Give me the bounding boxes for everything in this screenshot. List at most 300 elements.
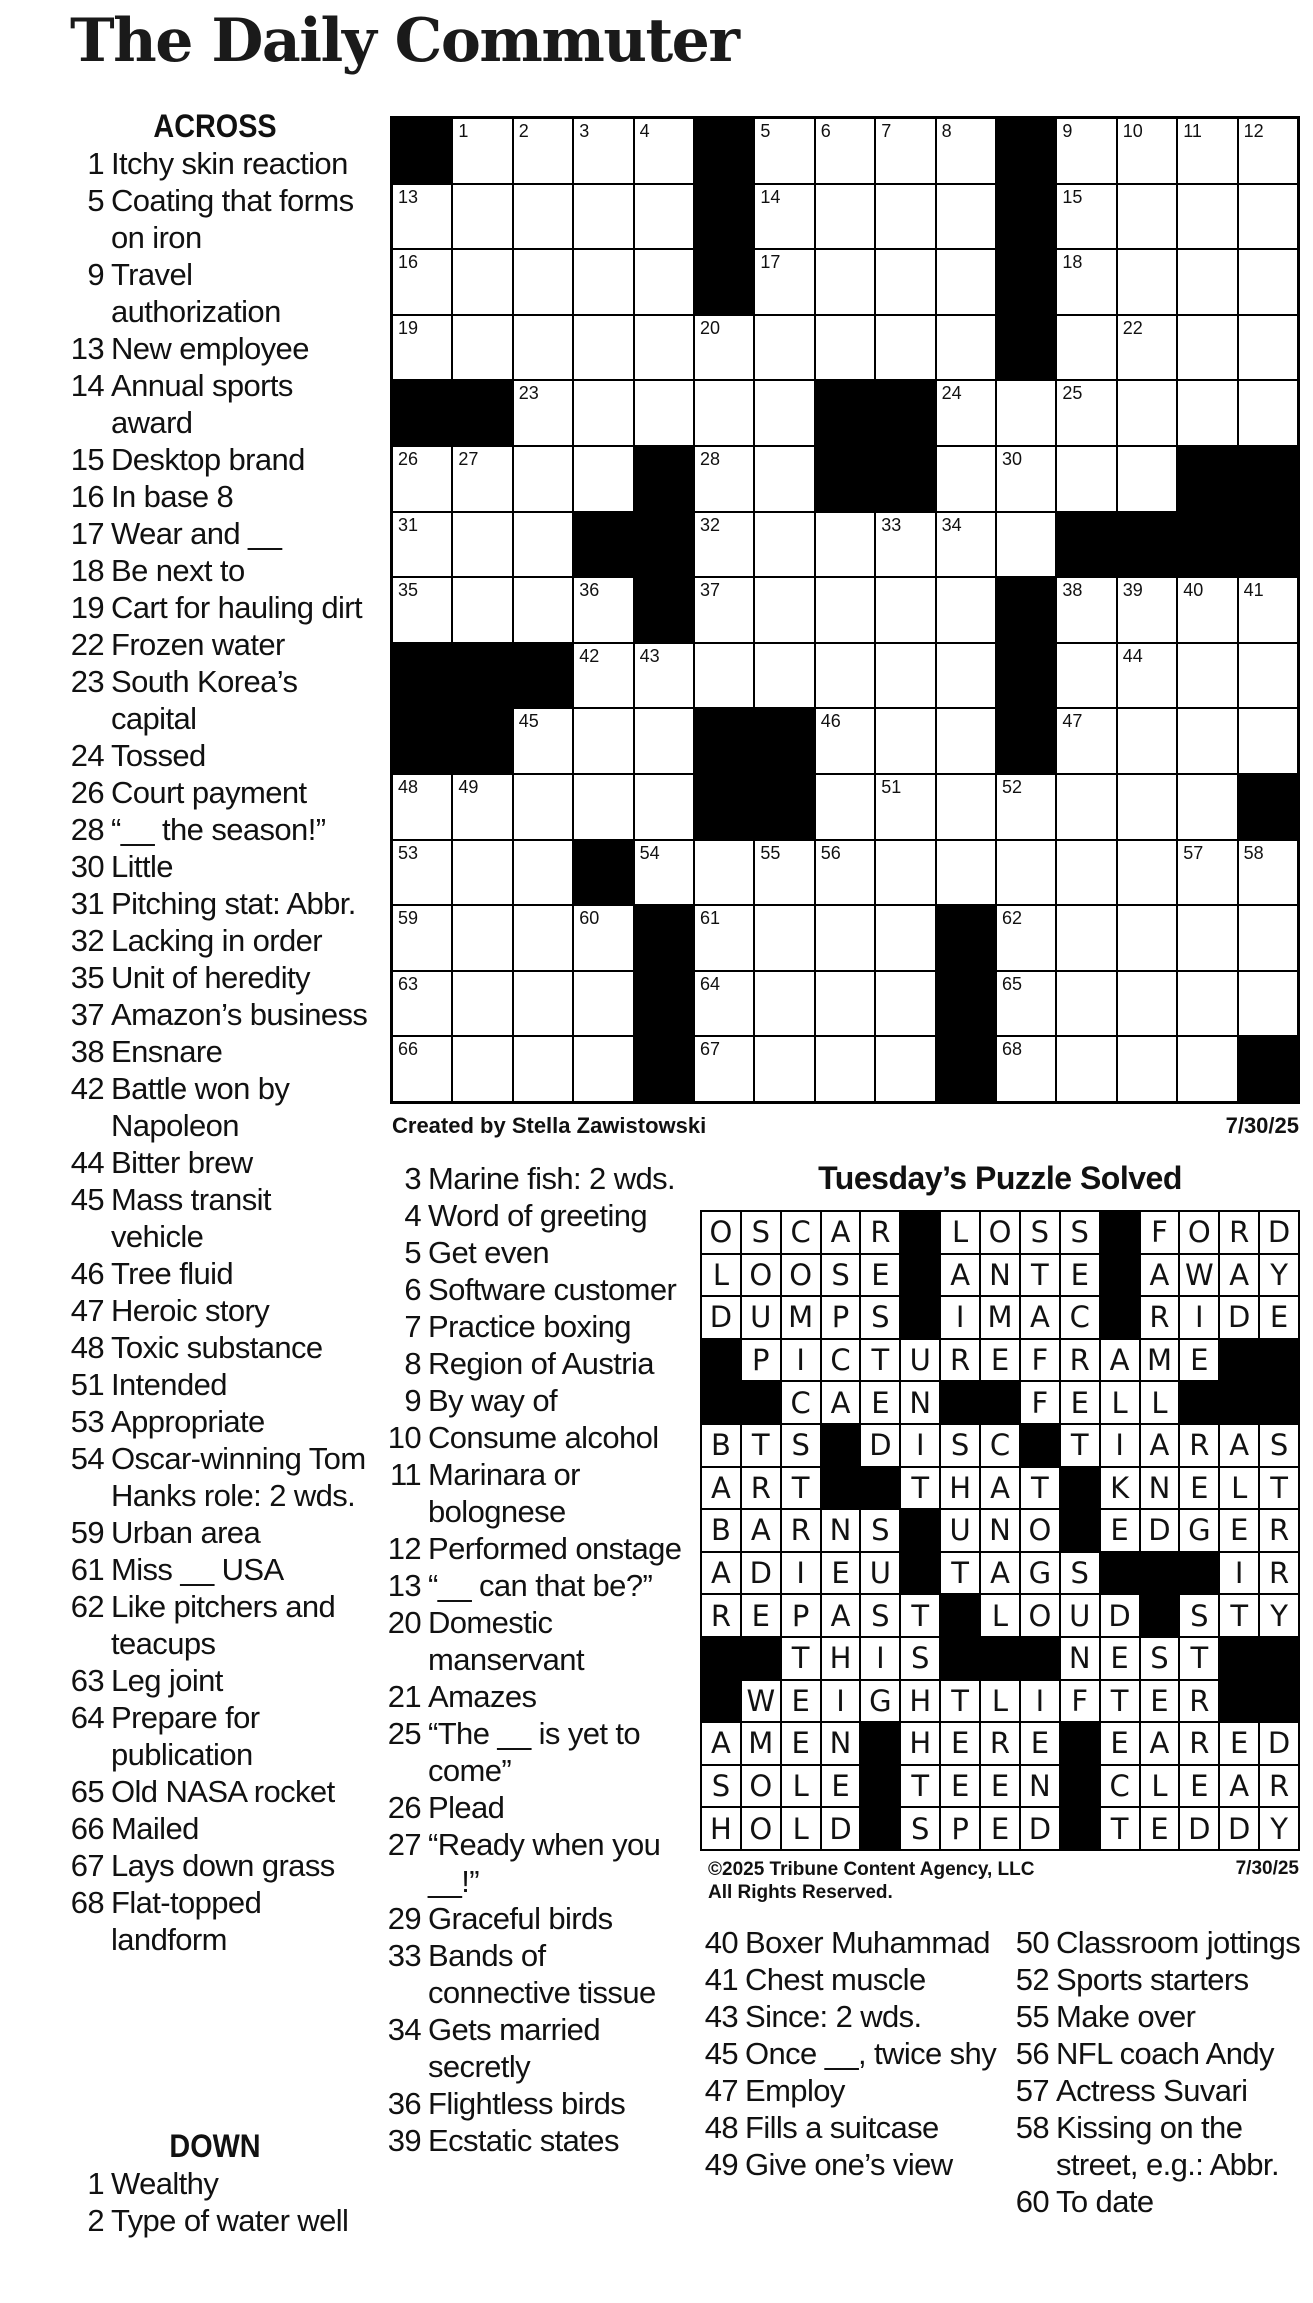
grid-cell[interactable] [1239, 185, 1297, 249]
grid-cell[interactable] [1178, 578, 1236, 642]
clue-text: Actress Suvari [1056, 2073, 1248, 2108]
grid-cell[interactable] [1118, 316, 1176, 380]
grid-cell[interactable] [755, 381, 813, 445]
clue-number: 26 [387, 1790, 421, 1825]
grid-cell[interactable] [997, 906, 1055, 970]
grid-cell[interactable] [1057, 316, 1115, 380]
grid-cell[interactable] [453, 775, 511, 839]
grid-block [876, 447, 934, 511]
grid-cell[interactable] [1057, 381, 1115, 445]
grid-block [997, 709, 1055, 773]
grid-cell[interactable] [574, 250, 632, 314]
clue-text: Tree fluid [111, 1256, 234, 1291]
grid-cell[interactable] [937, 513, 995, 577]
cell-number: 12 [1243, 121, 1264, 141]
clue-item [60, 1144, 370, 1181]
grid-cell[interactable] [1118, 972, 1176, 1036]
solution-letter: C [782, 1212, 820, 1253]
grid-cell[interactable] [695, 644, 753, 708]
clue-item [694, 2035, 1000, 2072]
solution-letter: C [981, 1425, 1019, 1466]
solution-letter: B [702, 1425, 740, 1466]
solution-block [901, 1212, 939, 1253]
grid-cell[interactable] [1178, 119, 1236, 183]
clue-text: Marine fish: 2 wds. [428, 1161, 676, 1196]
solution-letter: L [1101, 1382, 1139, 1423]
grid-cell[interactable] [1057, 709, 1115, 773]
clue-number: 67 [70, 1848, 104, 1883]
grid-cell[interactable] [1178, 185, 1236, 249]
clue-text: Amazes [428, 1679, 537, 1714]
cell-number: 41 [1243, 580, 1264, 601]
grid-cell[interactable] [514, 775, 572, 839]
grid-cell[interactable] [816, 1037, 874, 1101]
grid-cell[interactable] [1118, 644, 1176, 708]
grid-cell[interactable] [876, 972, 934, 1036]
clue-text: “__ can that be?” [428, 1568, 653, 1603]
grid-cell[interactable] [514, 972, 572, 1036]
grid-cell[interactable] [816, 513, 874, 577]
solution-letter: T [1180, 1638, 1218, 1679]
solution-letter: T [901, 1766, 939, 1807]
solution-letter: E [1061, 1382, 1099, 1423]
grid-cell[interactable] [816, 185, 874, 249]
grid-cell[interactable] [876, 316, 934, 380]
grid-cell[interactable] [635, 709, 693, 773]
grid-cell[interactable] [1118, 1037, 1176, 1101]
clue-text: Amazon’s business [111, 997, 368, 1032]
grid-cell[interactable] [1178, 972, 1236, 1036]
solution-block [941, 1382, 979, 1423]
solution-block [1061, 1468, 1099, 1509]
grid-cell[interactable] [695, 972, 753, 1036]
masthead-title: The Daily Commuter [70, 6, 739, 76]
grid-cell[interactable] [514, 841, 572, 905]
grid-cell[interactable] [393, 775, 451, 839]
grid-cell[interactable] [453, 316, 511, 380]
grid-cell[interactable] [1178, 381, 1236, 445]
grid-cell[interactable] [453, 119, 511, 183]
grid-cell[interactable] [876, 709, 934, 773]
grid-cell[interactable] [393, 578, 451, 642]
grid-cell[interactable] [876, 513, 934, 577]
grid-cell[interactable] [1239, 250, 1297, 314]
cell-number: 15 [1062, 186, 1083, 207]
solution-letter: P [822, 1297, 860, 1338]
grid-cell[interactable] [1178, 1037, 1236, 1101]
grid-cell[interactable] [635, 841, 693, 905]
grid-cell[interactable] [695, 906, 753, 970]
grid-cell[interactable] [453, 447, 511, 511]
grid-cell[interactable] [997, 513, 1055, 577]
grid-cell[interactable] [393, 250, 451, 314]
grid-cell[interactable] [816, 316, 874, 380]
grid-cell[interactable] [1178, 644, 1236, 708]
clue-number: 29 [387, 1901, 421, 1936]
solution-letter: I [1180, 1297, 1218, 1338]
grid-cell[interactable] [1239, 906, 1297, 970]
cell-number: 4 [639, 121, 650, 141]
solution-letter: E [1220, 1510, 1258, 1551]
grid-cell[interactable] [1239, 644, 1297, 708]
grid-cell[interactable] [1239, 972, 1297, 1036]
solution-letter: I [782, 1340, 820, 1381]
clue-text: In base 8 [111, 479, 234, 514]
clue-text: Consume alcohol [428, 1420, 659, 1455]
grid-cell[interactable] [514, 447, 572, 511]
solution-letter: A [702, 1553, 740, 1594]
grid-cell[interactable] [514, 578, 572, 642]
grid-cell[interactable] [876, 119, 934, 183]
grid-block [514, 644, 572, 708]
clue-number: 68 [70, 1885, 104, 1920]
grid-cell[interactable] [1178, 709, 1236, 773]
solution-letter: L [702, 1255, 740, 1296]
grid-cell[interactable] [755, 841, 813, 905]
grid-cell[interactable] [393, 447, 451, 511]
grid-cell[interactable] [1178, 775, 1236, 839]
grid-cell[interactable] [635, 185, 693, 249]
solution-letter: Y [1260, 1255, 1298, 1296]
solution-letter: I [901, 1425, 939, 1466]
grid-cell[interactable] [1118, 709, 1176, 773]
grid-cell[interactable] [937, 775, 995, 839]
grid-cell[interactable] [1057, 447, 1115, 511]
grid-block [393, 709, 451, 773]
grid-cell[interactable] [1118, 578, 1176, 642]
clue-item [694, 2072, 1000, 2109]
clue-text: South Korea’s capital [111, 664, 298, 736]
grid-cell[interactable] [574, 578, 632, 642]
clue-number: 37 [70, 997, 104, 1032]
grid-cell[interactable] [514, 709, 572, 773]
clue-text: Miss __ USA [111, 1552, 284, 1587]
grid-cell[interactable] [937, 185, 995, 249]
grid-cell[interactable] [393, 1037, 451, 1101]
solution-letter: W [1180, 1255, 1218, 1296]
grid-cell[interactable] [393, 185, 451, 249]
grid-cell[interactable] [1239, 841, 1297, 905]
grid-cell[interactable] [876, 775, 934, 839]
clue-item [377, 1789, 682, 1826]
solution-letter: S [742, 1212, 780, 1253]
grid-cell[interactable] [816, 578, 874, 642]
grid-cell[interactable] [574, 709, 632, 773]
grid-cell[interactable] [695, 447, 753, 511]
grid-cell[interactable] [393, 906, 451, 970]
grid-block [574, 513, 632, 577]
grid-cell[interactable] [1118, 250, 1176, 314]
grid-cell[interactable] [695, 316, 753, 380]
solution-letter: A [981, 1468, 1019, 1509]
grid-cell[interactable] [514, 1037, 572, 1101]
grid-cell[interactable] [1118, 447, 1176, 511]
grid-cell[interactable] [1118, 381, 1176, 445]
grid-cell[interactable] [1239, 119, 1297, 183]
solution-letter: L [1141, 1766, 1179, 1807]
grid-cell[interactable] [755, 250, 813, 314]
clue-item [377, 1382, 682, 1419]
grid-cell[interactable] [816, 709, 874, 773]
clue-number: 34 [387, 2012, 421, 2047]
grid-cell[interactable] [574, 1037, 632, 1101]
grid-cell[interactable] [1057, 906, 1115, 970]
grid-cell[interactable] [876, 250, 934, 314]
clue-text: Like pitchers and teacups [111, 1589, 336, 1661]
grid-cell[interactable] [997, 447, 1055, 511]
solution-letter: H [702, 1808, 740, 1849]
cell-number: 39 [1122, 580, 1143, 601]
grid-cell[interactable] [1118, 119, 1176, 183]
solution-block [1260, 1340, 1298, 1381]
grid-cell[interactable] [755, 447, 813, 511]
solution-block [1061, 1766, 1099, 1807]
solution-block [1180, 1553, 1218, 1594]
grid-block [635, 513, 693, 577]
grid-cell[interactable] [937, 381, 995, 445]
grid-cell[interactable] [755, 513, 813, 577]
grid-cell[interactable] [755, 972, 813, 1036]
clue-number: 40 [704, 1925, 738, 1960]
grid-cell[interactable] [695, 513, 753, 577]
solution-letter: D [1220, 1808, 1258, 1849]
clue-text: Prepare for publication [111, 1700, 260, 1772]
grid-cell[interactable] [574, 447, 632, 511]
grid-cell[interactable] [1118, 841, 1176, 905]
grid-cell[interactable] [876, 841, 934, 905]
solution-letter: U [742, 1297, 780, 1338]
cell-number: 26 [398, 448, 419, 469]
clue-text: NFL coach Andy [1056, 2036, 1274, 2071]
grid-cell[interactable] [453, 250, 511, 314]
clue-text: Graceful birds [428, 1901, 613, 1936]
grid-cell[interactable] [816, 972, 874, 1036]
grid-cell[interactable] [1178, 316, 1236, 380]
grid-cell[interactable] [695, 381, 753, 445]
grid-cell[interactable] [876, 644, 934, 708]
clue-item [1005, 2109, 1310, 2183]
grid-cell[interactable] [755, 119, 813, 183]
clue-text: Ecstatic states [428, 2123, 619, 2158]
grid-cell[interactable] [453, 906, 511, 970]
solution-letter: E [782, 1723, 820, 1764]
grid-cell[interactable] [1239, 316, 1297, 380]
grid-cell[interactable] [937, 578, 995, 642]
clue-item [60, 1292, 370, 1329]
grid-cell[interactable] [997, 972, 1055, 1036]
grid-cell[interactable] [514, 119, 572, 183]
solution-letter: T [941, 1553, 979, 1594]
clue-number: 39 [387, 2123, 421, 2158]
grid-cell[interactable] [1178, 906, 1236, 970]
grid-cell[interactable] [876, 185, 934, 249]
clue-number: 54 [70, 1441, 104, 1476]
grid-cell[interactable] [695, 841, 753, 905]
clue-number: 2 [87, 2203, 104, 2238]
solution-letter: T [1101, 1808, 1139, 1849]
clue-number: 50 [1015, 1925, 1049, 1960]
grid-cell[interactable] [1057, 644, 1115, 708]
solution-block [981, 1382, 1019, 1423]
grid-cell[interactable] [514, 316, 572, 380]
grid-cell[interactable] [1057, 578, 1115, 642]
grid-cell[interactable] [876, 578, 934, 642]
clue-item [377, 1419, 682, 1456]
grid-cell[interactable] [635, 316, 693, 380]
grid-cell[interactable] [1057, 841, 1115, 905]
solution-letter: N [901, 1382, 939, 1423]
grid-cell[interactable] [876, 906, 934, 970]
clue-item [60, 145, 370, 182]
clue-item [60, 441, 370, 478]
grid-cell[interactable] [453, 841, 511, 905]
clue-number: 16 [70, 479, 104, 514]
grid-cell[interactable] [937, 709, 995, 773]
solution-letter: R [941, 1340, 979, 1381]
clue-item [60, 552, 370, 589]
grid-cell[interactable] [937, 447, 995, 511]
grid-cell[interactable] [1239, 709, 1297, 773]
grid-cell[interactable] [1057, 775, 1115, 839]
solution-letter: R [742, 1468, 780, 1509]
grid-cell[interactable] [514, 185, 572, 249]
grid-cell[interactable] [1057, 972, 1115, 1036]
grid-cell[interactable] [816, 841, 874, 905]
grid-cell[interactable] [453, 513, 511, 577]
grid-cell[interactable] [1118, 185, 1176, 249]
grid-cell[interactable] [937, 644, 995, 708]
grid-cell[interactable] [393, 513, 451, 577]
crossword-grid[interactable] [390, 116, 1300, 1104]
grid-cell[interactable] [1178, 250, 1236, 314]
clue-item [377, 1530, 682, 1567]
solution-block [1061, 1510, 1099, 1551]
cell-number: 57 [1183, 842, 1204, 863]
solution-letter: I [861, 1638, 899, 1679]
grid-cell[interactable] [453, 1037, 511, 1101]
solution-letter: S [1141, 1638, 1179, 1679]
clue-item [60, 663, 370, 737]
grid-cell[interactable] [635, 644, 693, 708]
solution-letter: S [861, 1510, 899, 1551]
grid-cell[interactable] [937, 119, 995, 183]
grid-cell[interactable] [635, 119, 693, 183]
clue-number: 35 [70, 960, 104, 995]
clue-text: “Ready when you __!” [428, 1827, 661, 1899]
grid-cell[interactable] [635, 381, 693, 445]
cell-number: 24 [941, 383, 962, 404]
clue-text: Mass transit vehicle [111, 1182, 271, 1254]
grid-cell[interactable] [816, 119, 874, 183]
solution-letter: L [782, 1808, 820, 1849]
grid-cell[interactable] [937, 841, 995, 905]
grid-cell[interactable] [937, 250, 995, 314]
grid-cell[interactable] [755, 185, 813, 249]
grid-cell[interactable] [937, 316, 995, 380]
grid-cell[interactable] [514, 513, 572, 577]
grid-cell[interactable] [997, 775, 1055, 839]
grid-cell[interactable] [514, 250, 572, 314]
cell-number: 20 [700, 317, 721, 338]
grid-cell[interactable] [1057, 1037, 1115, 1101]
grid-cell[interactable] [997, 381, 1055, 445]
grid-cell[interactable] [453, 185, 511, 249]
solution-block [822, 1425, 860, 1466]
cell-number: 49 [458, 776, 479, 797]
grid-cell[interactable] [514, 906, 572, 970]
grid-cell[interactable] [1057, 185, 1115, 249]
grid-cell[interactable] [574, 381, 632, 445]
grid-cell[interactable] [574, 185, 632, 249]
grid-cell[interactable] [574, 119, 632, 183]
grid-cell[interactable] [816, 644, 874, 708]
grid-cell[interactable] [1178, 841, 1236, 905]
grid-cell[interactable] [635, 775, 693, 839]
solution-block [901, 1297, 939, 1338]
clue-item [60, 1662, 370, 1699]
solution-letter: F [1021, 1340, 1059, 1381]
grid-cell[interactable] [876, 1037, 934, 1101]
cell-number: 38 [1062, 580, 1083, 601]
solution-block [1101, 1553, 1139, 1594]
grid-cell[interactable] [1118, 906, 1176, 970]
grid-cell[interactable] [816, 775, 874, 839]
grid-cell[interactable] [1118, 775, 1176, 839]
grid-cell[interactable] [574, 972, 632, 1036]
grid-cell[interactable] [453, 578, 511, 642]
grid-cell[interactable] [574, 644, 632, 708]
solution-letter: H [822, 1638, 860, 1679]
grid-cell[interactable] [816, 250, 874, 314]
cell-number: 5 [760, 121, 771, 141]
grid-cell[interactable] [514, 381, 572, 445]
grid-cell[interactable] [393, 316, 451, 380]
grid-cell[interactable] [755, 644, 813, 708]
grid-cell[interactable] [393, 841, 451, 905]
clue-item [60, 1440, 370, 1514]
grid-cell[interactable] [574, 316, 632, 380]
grid-cell[interactable] [997, 841, 1055, 905]
grid-cell[interactable] [393, 972, 451, 1036]
solution-letter: B [702, 1510, 740, 1551]
grid-cell[interactable] [1057, 119, 1115, 183]
grid-cell[interactable] [997, 1037, 1055, 1101]
grid-cell[interactable] [1239, 578, 1297, 642]
down-header: DOWN [169, 2128, 261, 2164]
grid-block [937, 906, 995, 970]
grid-cell[interactable] [755, 1037, 813, 1101]
grid-cell[interactable] [816, 906, 874, 970]
solution-letter: N [1061, 1638, 1099, 1679]
grid-cell[interactable] [1057, 250, 1115, 314]
grid-cell[interactable] [755, 578, 813, 642]
grid-cell[interactable] [695, 1037, 753, 1101]
grid-cell[interactable] [755, 316, 813, 380]
solution-letter: C [1101, 1766, 1139, 1807]
grid-cell[interactable] [1239, 381, 1297, 445]
grid-cell[interactable] [574, 906, 632, 970]
grid-cell[interactable] [453, 972, 511, 1036]
down-clues-col4 [1005, 1924, 1310, 2220]
grid-cell[interactable] [574, 775, 632, 839]
cell-number: 54 [639, 842, 660, 863]
grid-cell[interactable] [635, 250, 693, 314]
grid-block [997, 316, 1055, 380]
grid-cell[interactable] [695, 578, 753, 642]
clue-item [694, 2109, 1000, 2146]
grid-cell[interactable] [755, 906, 813, 970]
grid-block [755, 775, 813, 839]
